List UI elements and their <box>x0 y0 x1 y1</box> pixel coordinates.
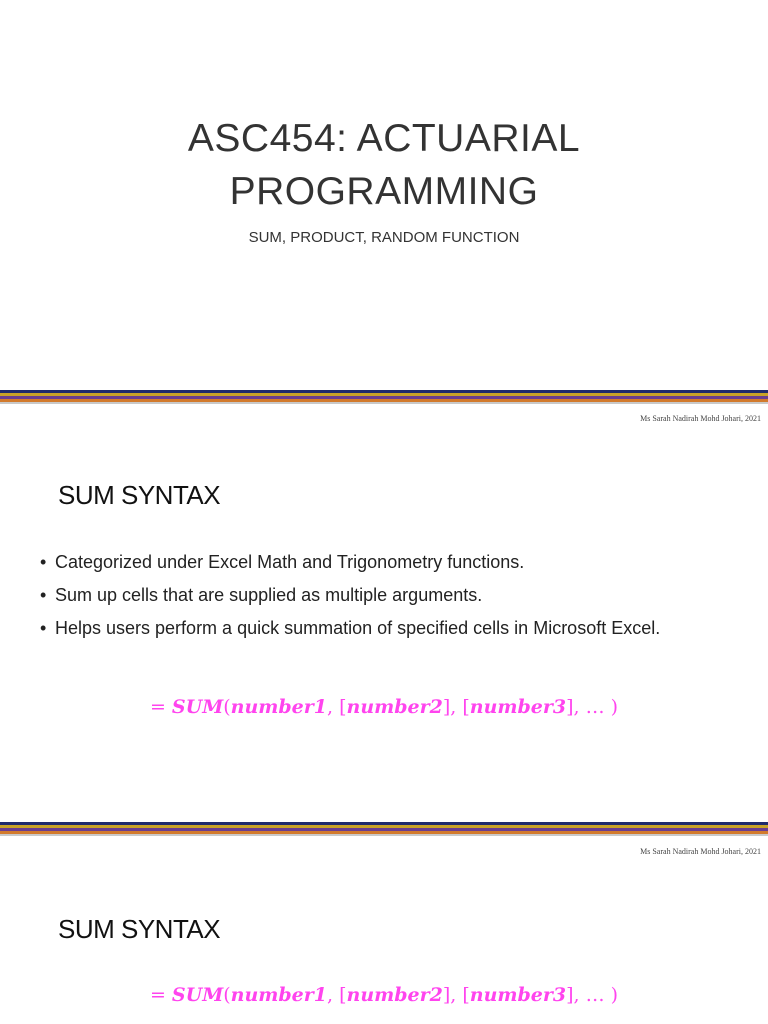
decorative-stripe-band <box>0 822 768 839</box>
sum-formula: = SUM(number1, [number2], [number3], … ) <box>149 696 619 718</box>
bullet-item: • Sum up cells that are supplied as multiple arguments. <box>40 585 483 605</box>
content-slide-sum-syntax <box>0 410 768 842</box>
decorative-stripe-band <box>0 390 768 407</box>
content-slide-sum-syntax-2 <box>0 842 768 1024</box>
slide-footer-credit: Ms Sarah Nadirah Mohd Johari, 2021 <box>640 847 761 856</box>
title-slide <box>0 0 768 410</box>
sum-formula: = SUM(number1, [number2], [number3], … ) <box>149 984 619 1006</box>
slide-heading: SUM SYNTAX <box>58 480 221 510</box>
slide-title-line2: PROGRAMMING <box>229 170 539 213</box>
slide-title <box>0 112 768 218</box>
slide-footer-credit: Ms Sarah Nadirah Mohd Johari, 2021 <box>640 414 761 423</box>
slide-subtitle: SUM, PRODUCT, RANDOM FUNCTION <box>248 229 520 246</box>
slide-title-line1: ASC454: ACTUARIAL <box>187 117 581 160</box>
bullet-item: • Categorized under Excel Math and Trigonometry functions. <box>40 552 525 572</box>
bullet-item: • Helps users perform a quick summation of specified cells in Microsoft Excel. <box>40 618 661 638</box>
slide-heading: SUM SYNTAX <box>58 914 221 944</box>
bullet-list <box>40 551 724 650</box>
